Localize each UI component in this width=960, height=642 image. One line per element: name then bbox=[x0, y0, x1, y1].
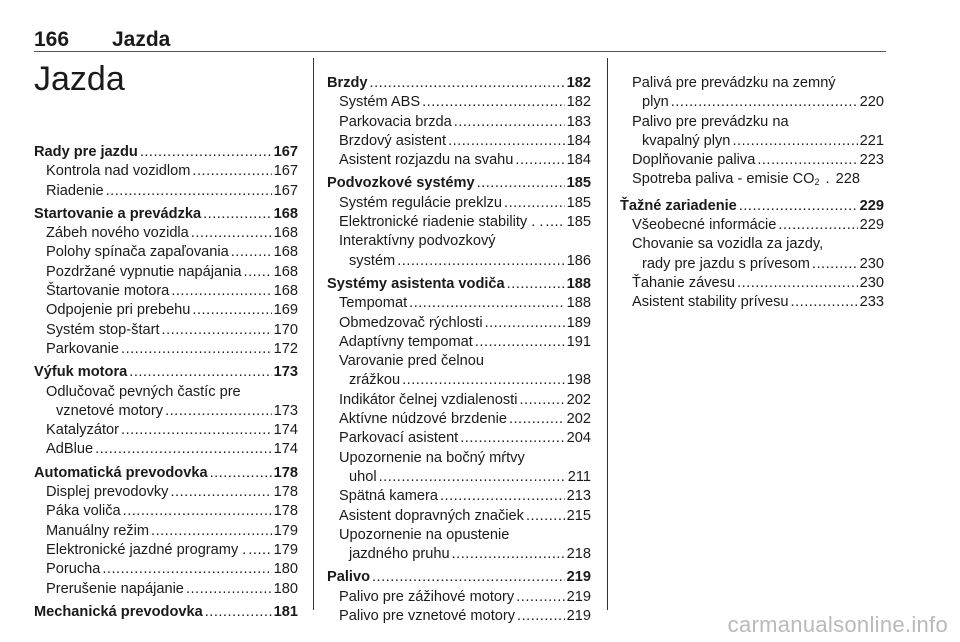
toc-page-number: 167 bbox=[273, 182, 298, 199]
toc-section-entry[interactable] bbox=[327, 74, 591, 93]
toc-entry-title-continued: rady pre jazdu s prívesom bbox=[642, 255, 810, 272]
toc-page-number: 211 bbox=[567, 468, 591, 485]
toc-entry[interactable] bbox=[620, 170, 884, 192]
page-number: 166 bbox=[34, 28, 70, 51]
toc-entry-title: Spätná kamera bbox=[339, 488, 438, 505]
dot-leader bbox=[379, 468, 566, 487]
toc-page-number: 219 bbox=[566, 608, 591, 625]
toc-entry-title: Upozornenie na bočný mŕtvy bbox=[339, 449, 525, 466]
toc-column-1 bbox=[34, 143, 298, 622]
toc-page-number: 228 bbox=[835, 171, 860, 188]
dot-leader bbox=[507, 275, 565, 294]
dot-leader bbox=[106, 182, 272, 201]
toc-entry-title-continued: plyn bbox=[642, 94, 669, 111]
dot-leader bbox=[370, 74, 565, 93]
dot-leader bbox=[409, 294, 565, 313]
toc-entry-title: Brzdy bbox=[327, 75, 368, 91]
dot-leader bbox=[186, 580, 272, 599]
dot-leader bbox=[191, 224, 272, 243]
toc-entry[interactable] bbox=[34, 224, 298, 243]
toc-page-number: 178 bbox=[273, 464, 298, 481]
toc-page-number: 189 bbox=[566, 314, 591, 331]
toc-entry-title: Brzdový asistent bbox=[339, 132, 447, 149]
toc-page-number: 179 bbox=[273, 541, 298, 558]
toc-entry[interactable] bbox=[327, 151, 591, 170]
toc-page-number: 233 bbox=[859, 294, 884, 311]
co2-subscript: 2 bbox=[814, 177, 820, 188]
toc-entry[interactable] bbox=[34, 162, 298, 181]
toc-page-number: 168 bbox=[273, 225, 298, 242]
dot-leader bbox=[121, 421, 272, 440]
toc-entry-title: AdBlue bbox=[46, 441, 94, 458]
toc-page-number: 178 bbox=[273, 503, 298, 520]
toc-entry[interactable] bbox=[327, 232, 591, 271]
toc-entry[interactable] bbox=[620, 216, 884, 235]
toc-page-number: 180 bbox=[273, 561, 298, 578]
dot-leader bbox=[95, 440, 272, 459]
dot-leader bbox=[205, 603, 272, 622]
dot-leader bbox=[526, 507, 565, 526]
dot-leader bbox=[516, 588, 564, 607]
dot-leader bbox=[440, 487, 565, 506]
toc-page-number: 185 bbox=[566, 175, 591, 192]
toc-page-number: 223 bbox=[859, 152, 884, 169]
toc-page-number: 168 bbox=[273, 205, 298, 222]
toc-section-entry[interactable] bbox=[34, 603, 298, 622]
toc-entry-title-continued: vznetové motory bbox=[56, 402, 164, 419]
toc-entry-title: Polohy spínača zapaľovania bbox=[46, 244, 229, 261]
toc-page-number: 182 bbox=[566, 75, 591, 91]
toc-entry-title: Katalyzátor bbox=[46, 422, 120, 439]
toc-entry[interactable] bbox=[34, 580, 298, 599]
page-header bbox=[34, 28, 886, 52]
toc-entry-title: Aktívne núdzové brzdenie bbox=[339, 411, 507, 428]
dot-leader bbox=[210, 464, 272, 483]
dot-leader bbox=[778, 216, 857, 235]
toc-page-number: 174 bbox=[273, 441, 298, 458]
toc-entry-title: Rady pre jazdu bbox=[34, 144, 138, 160]
toc-entry-title: Elektronické riadenie stability . . bbox=[339, 214, 544, 231]
toc-entry[interactable] bbox=[327, 113, 591, 132]
toc-entry-title: Palivá pre prevádzku na zemný bbox=[632, 75, 836, 91]
toc-entry-title: Mechanická prevodovka bbox=[34, 603, 203, 620]
dot-leader bbox=[192, 162, 271, 181]
toc-page-number: 180 bbox=[273, 580, 298, 597]
toc-entry[interactable] bbox=[327, 429, 591, 448]
dot-leader bbox=[791, 293, 858, 312]
toc-entry[interactable] bbox=[327, 410, 591, 429]
toc-entry-title: Elektronické jazdné programy . bbox=[46, 541, 247, 558]
toc-entry-title: Displej prevodovky bbox=[46, 484, 169, 501]
dot-leader bbox=[737, 274, 858, 293]
toc-page-number: 220 bbox=[859, 94, 884, 111]
dot-leader bbox=[170, 483, 271, 502]
toc-entry[interactable] bbox=[620, 235, 884, 274]
toc-entry[interactable] bbox=[327, 526, 591, 565]
dot-leader bbox=[123, 502, 272, 521]
toc-page-number: 168 bbox=[273, 263, 298, 280]
toc-entry-title: Obmedzovač rýchlosti bbox=[339, 314, 483, 331]
dot-leader bbox=[102, 560, 271, 579]
toc-entry-title: Systém stop-štart bbox=[46, 321, 160, 338]
dot-leader bbox=[460, 429, 564, 448]
toc-entry-title: Zábeh nového vozidla bbox=[46, 225, 189, 242]
toc-entry[interactable] bbox=[620, 293, 884, 312]
toc-entry[interactable] bbox=[620, 151, 884, 170]
toc-page-number: 202 bbox=[566, 391, 591, 408]
dot-leader bbox=[397, 252, 564, 271]
toc-entry[interactable] bbox=[620, 74, 884, 113]
toc-page-number: 230 bbox=[859, 274, 884, 291]
toc-page-number: 219 bbox=[566, 569, 591, 586]
toc-entry-title: Parkovacia brzda bbox=[339, 113, 452, 130]
toc-page-number: 215 bbox=[566, 507, 591, 524]
toc-page-number: 188 bbox=[566, 295, 591, 312]
toc-entry-title-continued: zrážkou bbox=[349, 372, 401, 389]
watermark: carmanualsonline.info bbox=[727, 612, 948, 637]
toc-column-3 bbox=[620, 74, 884, 313]
toc-section-entry[interactable] bbox=[34, 143, 298, 162]
dot-leader bbox=[140, 143, 272, 162]
running-section-title: Jazda bbox=[112, 28, 171, 51]
toc-page-number: 230 bbox=[859, 255, 884, 272]
dot-leader bbox=[739, 197, 858, 216]
toc-entry-title: Varovanie pred čelnou bbox=[339, 353, 484, 370]
toc-entry[interactable] bbox=[34, 301, 298, 320]
dot-leader bbox=[171, 282, 271, 301]
toc-page-number: 170 bbox=[273, 321, 298, 338]
toc-entry-title: Palivo pre prevádzku na bbox=[632, 113, 789, 130]
toc-page-number: 181 bbox=[273, 603, 298, 620]
toc-page-number: 173 bbox=[273, 402, 298, 419]
dot-leader bbox=[151, 522, 272, 541]
toc-page-number: 185 bbox=[566, 194, 591, 211]
toc-entry-title: Palivo pre vznetové motory bbox=[339, 608, 516, 625]
toc-entry-title: Asistent stability prívesu bbox=[632, 294, 789, 311]
toc-entry-title: Asistent rozjazdu na svahu bbox=[339, 152, 514, 169]
toc-entry-title: Chovanie sa vozidla za jazdy, bbox=[632, 236, 824, 253]
toc-entry-title: Odpojenie pri prebehu bbox=[46, 302, 191, 319]
dot-leader bbox=[165, 402, 272, 421]
column-divider bbox=[607, 58, 608, 610]
toc-page-number: 219 bbox=[566, 588, 591, 605]
dot-leader bbox=[454, 113, 565, 132]
toc-entry[interactable] bbox=[34, 522, 298, 541]
dot-leader bbox=[162, 321, 272, 340]
toc-entry-title: Upozornenie na opustenie bbox=[339, 526, 510, 543]
toc-page-number: 168 bbox=[273, 244, 298, 261]
toc-entry-title: Všeobecné informácie bbox=[632, 217, 777, 234]
toc-entry-title: Pozdržané vypnutie napájania bbox=[46, 263, 242, 280]
toc-entry-title: Tempomat bbox=[339, 295, 408, 312]
toc-page-number: 167 bbox=[273, 144, 298, 160]
dot-leader bbox=[192, 301, 271, 320]
dot-leader bbox=[129, 363, 271, 382]
toc-entry-title: Asistent dopravných značiek bbox=[339, 507, 524, 524]
toc-entry-title: Odlučovač pevných častíc pre bbox=[46, 383, 241, 400]
toc-page-number: 172 bbox=[273, 340, 298, 357]
toc-entry-title-continued: kvapalný plyn bbox=[642, 132, 731, 149]
toc-entry-title-continued: systém bbox=[349, 252, 396, 269]
toc-page-number: 198 bbox=[566, 372, 591, 389]
toc-entry[interactable] bbox=[327, 194, 591, 213]
toc-page-number: 178 bbox=[273, 484, 298, 501]
toc-section-entry[interactable] bbox=[327, 568, 591, 587]
toc-entry[interactable] bbox=[34, 340, 298, 359]
toc-entry-title: Porucha bbox=[46, 561, 101, 578]
toc-entry-title: Systém regulácie preklzu bbox=[339, 194, 503, 211]
toc-page-number: 169 bbox=[273, 302, 298, 319]
toc-entry-title: Palivo pre zážihové motory bbox=[339, 588, 515, 605]
toc-entry-title: Páka voliča bbox=[46, 503, 121, 520]
dot-leader bbox=[504, 194, 565, 213]
chapter-title: Jazda bbox=[34, 60, 125, 98]
toc-entry-title: Palivo bbox=[327, 569, 370, 586]
toc-page-number: 185 bbox=[566, 214, 591, 231]
dot-leader bbox=[231, 243, 272, 262]
toc-page-number: 221 bbox=[859, 132, 884, 149]
toc-page-number: 179 bbox=[273, 522, 298, 539]
toc-entry[interactable] bbox=[327, 588, 591, 607]
toc-entry-title: Interaktívny podvozkový bbox=[339, 233, 496, 250]
toc-entry[interactable] bbox=[327, 294, 591, 313]
dot-leader bbox=[732, 132, 857, 151]
dot-leader bbox=[545, 213, 564, 232]
toc-section-entry[interactable] bbox=[34, 464, 298, 483]
toc-entry[interactable] bbox=[34, 560, 298, 579]
toc-page-number: 183 bbox=[566, 113, 591, 130]
toc-page-number: 229 bbox=[859, 197, 884, 214]
header-rule bbox=[34, 51, 886, 52]
toc-section-entry[interactable] bbox=[34, 205, 298, 224]
toc-entry[interactable] bbox=[327, 449, 591, 488]
toc-entry-title: Parkovanie bbox=[46, 340, 120, 357]
dot-leader bbox=[812, 255, 858, 274]
dot-leader bbox=[475, 333, 565, 352]
dot-leader bbox=[121, 340, 272, 359]
toc-entry[interactable] bbox=[34, 483, 298, 502]
toc-entry[interactable] bbox=[34, 502, 298, 521]
dot-leader bbox=[485, 314, 565, 333]
toc-page-number: 167 bbox=[273, 163, 298, 180]
toc-entry-title: Kontrola nad vozidlom bbox=[46, 163, 191, 180]
toc-entry[interactable] bbox=[34, 421, 298, 440]
dot-leader bbox=[452, 545, 565, 564]
column-divider bbox=[313, 58, 314, 610]
toc-page-number: 182 bbox=[566, 94, 591, 111]
toc-page-number: 168 bbox=[273, 283, 298, 300]
toc-entry[interactable] bbox=[34, 541, 298, 560]
dot-leader bbox=[757, 151, 857, 170]
dot-leader: . bbox=[825, 171, 830, 188]
toc-section-entry[interactable] bbox=[327, 275, 591, 294]
toc-entry-title-continued: uhol bbox=[349, 468, 377, 485]
dot-leader bbox=[509, 410, 565, 429]
toc-entry-title bbox=[632, 170, 820, 192]
toc-entry-title: Doplňovanie paliva bbox=[632, 152, 756, 169]
toc-entry-title: Startovanie a prevádzka bbox=[34, 205, 202, 222]
toc-page-number: 202 bbox=[566, 411, 591, 428]
toc-entry-title: Ťažné zariadenie bbox=[620, 197, 737, 214]
toc-page-number: 213 bbox=[566, 488, 591, 505]
toc-page-number: 191 bbox=[566, 333, 591, 350]
toc-entry[interactable] bbox=[327, 333, 591, 352]
dot-leader bbox=[448, 132, 565, 151]
dot-leader bbox=[422, 93, 565, 112]
toc-entry[interactable] bbox=[34, 383, 298, 422]
toc-entry[interactable] bbox=[327, 391, 591, 410]
toc-entry-title: Automatická prevodovka bbox=[34, 464, 208, 481]
toc-section-entry[interactable] bbox=[620, 197, 884, 216]
dot-leader bbox=[517, 607, 565, 626]
toc-entry[interactable] bbox=[620, 274, 884, 293]
toc-entry-title: Manuálny režim bbox=[46, 522, 150, 539]
toc-entry-title: Výfuk motora bbox=[34, 364, 128, 381]
toc-entry[interactable] bbox=[327, 507, 591, 526]
toc-entry-title-text: Spotreba paliva - emisie CO bbox=[632, 171, 815, 188]
toc-entry-title-continued: jazdného pruhu bbox=[349, 546, 450, 563]
dot-leader bbox=[248, 541, 271, 560]
dot-leader bbox=[203, 205, 272, 224]
toc-entry-title: Adaptívny tempomat bbox=[339, 333, 473, 350]
toc-entry[interactable] bbox=[327, 314, 591, 333]
dot-leader bbox=[477, 174, 565, 193]
toc-entry-title: Štartovanie motora bbox=[46, 283, 170, 300]
toc-entry[interactable] bbox=[327, 352, 591, 391]
toc-entry[interactable] bbox=[34, 263, 298, 282]
toc-entry-title: Systémy asistenta vodiča bbox=[327, 275, 505, 292]
toc-section-entry[interactable] bbox=[34, 363, 298, 382]
dot-leader bbox=[671, 93, 858, 112]
toc-entry[interactable] bbox=[327, 487, 591, 506]
toc-column-2 bbox=[327, 74, 591, 626]
dot-leader bbox=[402, 371, 565, 390]
dot-leader bbox=[515, 151, 564, 170]
toc-entry-title: Riadenie bbox=[46, 182, 104, 199]
toc-entry-title: Systém ABS bbox=[339, 94, 421, 111]
toc-page-number: 204 bbox=[566, 430, 591, 447]
toc-entry-title: Ťahanie závesu bbox=[632, 274, 736, 291]
toc-entry[interactable] bbox=[327, 213, 591, 232]
toc-section-entry[interactable] bbox=[327, 174, 591, 193]
toc-entry-title: Indikátor čelnej vzdialenosti bbox=[339, 391, 518, 408]
dot-leader bbox=[519, 391, 564, 410]
toc-entry[interactable] bbox=[327, 607, 591, 626]
toc-page-number: 229 bbox=[859, 217, 884, 234]
toc-page-number: 184 bbox=[566, 152, 591, 169]
toc-page-number: 173 bbox=[273, 364, 298, 381]
dot-leader bbox=[372, 568, 565, 587]
dot-leader bbox=[244, 263, 272, 282]
toc-entry[interactable] bbox=[34, 282, 298, 301]
toc-page-number: 174 bbox=[273, 422, 298, 439]
toc-entry[interactable] bbox=[34, 243, 298, 262]
toc-page-number: 184 bbox=[566, 132, 591, 149]
toc-entry[interactable] bbox=[34, 440, 298, 459]
toc-page-number: 188 bbox=[566, 275, 591, 292]
toc-entry-title: Podvozkové systémy bbox=[327, 175, 475, 192]
toc-entry[interactable] bbox=[620, 113, 884, 152]
toc-entry[interactable] bbox=[34, 321, 298, 340]
toc-entry[interactable] bbox=[327, 93, 591, 112]
toc-entry[interactable] bbox=[34, 182, 298, 201]
toc-entry[interactable] bbox=[327, 132, 591, 151]
toc-page-number: 186 bbox=[566, 252, 591, 269]
toc-entry-title: Parkovací asistent bbox=[339, 430, 459, 447]
toc-page-number: 218 bbox=[566, 546, 591, 563]
toc-entry-title: Prerušenie napájanie bbox=[46, 580, 184, 597]
